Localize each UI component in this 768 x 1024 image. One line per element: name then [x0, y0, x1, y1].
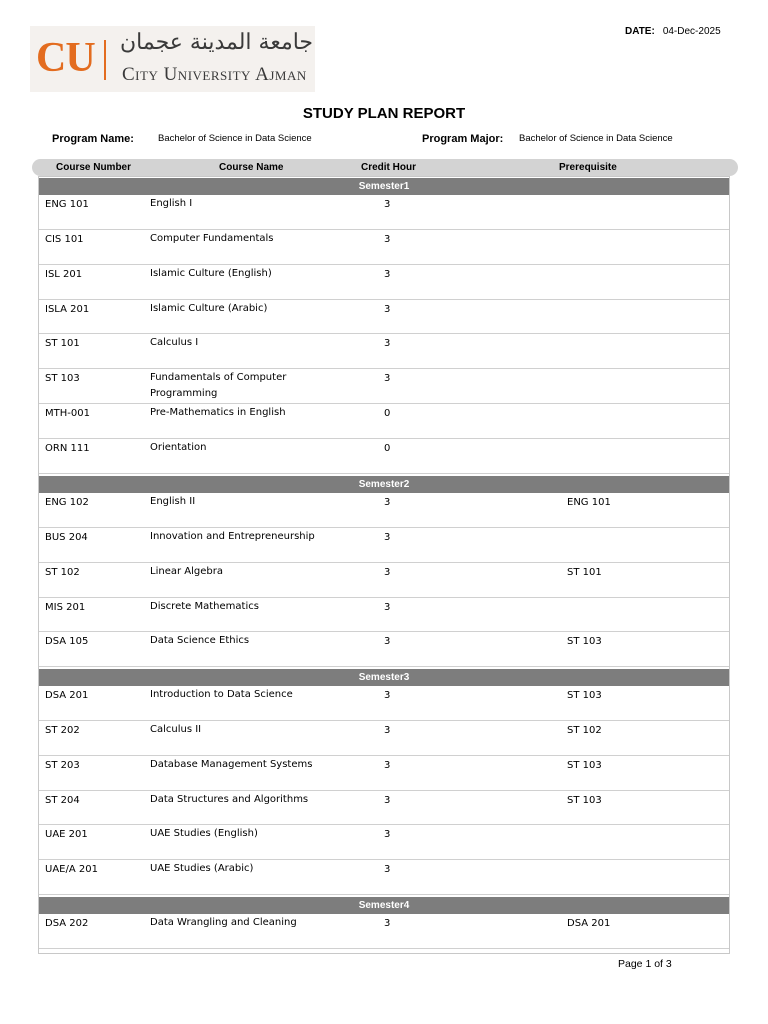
credit-hour: 3	[384, 690, 391, 701]
university-logo	[30, 26, 315, 92]
course-row	[39, 230, 729, 265]
course-name: Data Structures and Algorithms	[150, 794, 309, 805]
credit-hour: 3	[384, 567, 391, 578]
credit-hour: 3	[384, 636, 391, 647]
course-name: Data Science Ethics	[150, 635, 250, 646]
course-number: ISL 201	[45, 269, 83, 280]
course-number: UAE/A 201	[45, 864, 98, 875]
prerequisite: ST 103	[567, 690, 602, 701]
course-name: UAE Studies (Arabic)	[150, 863, 254, 874]
course-number: ST 202	[45, 725, 80, 736]
course-row	[39, 914, 729, 949]
course-row	[39, 791, 729, 825]
course-name: Database Management Systems	[150, 759, 313, 770]
column-header-course-name: Course Name	[219, 162, 284, 173]
column-header-course-number: Course Number	[56, 162, 132, 173]
course-row	[39, 721, 729, 756]
course-number: ST 102	[45, 567, 80, 578]
course-name: Innovation and Entrepreneurship	[150, 531, 315, 542]
course-row	[39, 369, 729, 404]
course-number: MTH-001	[45, 408, 90, 419]
course-row	[39, 860, 729, 895]
logo-english-name: City University Ajman	[122, 64, 307, 85]
date-value: 04-Dec-2025	[662, 26, 721, 37]
course-name: Computer Fundamentals	[150, 233, 274, 244]
course-row	[39, 334, 729, 369]
prerequisite: ST 101	[567, 567, 602, 578]
course-number: MIS 201	[45, 602, 86, 613]
semester-header: Semester3	[39, 669, 729, 686]
credit-hour: 3	[384, 269, 391, 280]
course-number: ST 103	[45, 373, 80, 384]
course-row	[39, 300, 729, 334]
prerequisite: DSA 201	[567, 918, 611, 929]
course-name: Discrete Mathematics	[150, 601, 259, 612]
course-name: Islamic Culture (English)	[150, 268, 272, 279]
credit-hour: 3	[384, 918, 391, 929]
course-name: Orientation	[150, 442, 207, 453]
course-number: ST 204	[45, 795, 80, 806]
prerequisite: ST 103	[567, 760, 602, 771]
logo-arabic-name: جامعة المدينة عجمان	[120, 30, 314, 55]
prerequisite: ENG 101	[567, 497, 611, 508]
credit-hour: 3	[384, 864, 391, 875]
course-row	[39, 528, 729, 563]
credit-hour: 3	[384, 760, 391, 771]
program-name-value: Bachelor of Science in Data Science	[158, 133, 312, 144]
course-name: Islamic Culture (Arabic)	[150, 303, 268, 314]
credit-hour: 3	[384, 532, 391, 543]
logo-monogram: CU	[36, 35, 95, 81]
credit-hour: 0	[384, 443, 391, 454]
course-row	[39, 563, 729, 598]
course-name: UAE Studies (English)	[150, 828, 258, 839]
course-name: Linear Algebra	[150, 566, 223, 577]
credit-hour: 3	[384, 497, 391, 508]
credit-hour: 3	[384, 795, 391, 806]
course-name: Data Wrangling and Cleaning	[150, 917, 297, 928]
course-name: English I	[150, 198, 193, 209]
prerequisite: ST 102	[567, 725, 602, 736]
course-number: BUS 204	[45, 532, 88, 543]
course-row	[39, 195, 729, 230]
course-number: ENG 102	[45, 497, 89, 508]
prerequisite: ST 103	[567, 795, 602, 806]
course-name: English II	[150, 496, 196, 507]
logo-divider	[104, 40, 106, 80]
prerequisite: ST 103	[567, 636, 602, 647]
course-row	[39, 493, 729, 528]
course-row	[39, 686, 729, 721]
semester-header: Semester2	[39, 476, 729, 493]
course-row	[39, 632, 729, 667]
course-number: ENG 101	[45, 199, 89, 210]
program-name-label: Program Name:	[52, 133, 134, 145]
report-date	[625, 26, 721, 37]
page-title: STUDY PLAN REPORT	[302, 105, 466, 122]
credit-hour: 3	[384, 829, 391, 840]
course-row	[39, 404, 729, 439]
course-name: Calculus II	[150, 724, 202, 735]
column-header-prerequisite: Prerequisite	[559, 162, 617, 173]
course-number: DSA 201	[45, 690, 89, 701]
course-number: ST 203	[45, 760, 80, 771]
credit-hour: 3	[384, 373, 391, 384]
course-row	[39, 825, 729, 860]
semester-header: Semester4	[39, 897, 729, 914]
course-name: Calculus I	[150, 337, 199, 348]
course-number: CIS 101	[45, 234, 84, 245]
course-number: DSA 105	[45, 636, 89, 647]
course-row	[39, 598, 729, 632]
course-row	[39, 439, 729, 474]
course-name: Fundamentals of Computer Programming	[150, 372, 287, 399]
credit-hour: 3	[384, 304, 391, 315]
course-row	[39, 265, 729, 300]
course-number: ST 101	[45, 338, 80, 349]
program-major-label: Program Major:	[422, 133, 504, 145]
credit-hour: 0	[384, 408, 391, 419]
course-number: ISLA 201	[45, 304, 90, 315]
credit-hour: 3	[384, 199, 391, 210]
credit-hour: 3	[384, 234, 391, 245]
credit-hour: 3	[384, 602, 391, 613]
course-name: Pre-Mathematics in English	[150, 407, 286, 418]
page-number: Page 1 of 3	[618, 958, 672, 970]
semester-header: Semester1	[39, 178, 729, 195]
course-number: DSA 202	[45, 918, 89, 929]
course-number: UAE 201	[45, 829, 88, 840]
column-header-credit-hour: Credit Hour	[361, 162, 416, 173]
course-number: ORN 111	[45, 443, 90, 454]
date-label: DATE:	[625, 26, 655, 37]
credit-hour: 3	[384, 338, 391, 349]
credit-hour: 3	[384, 725, 391, 736]
program-major-value: Bachelor of Science in Data Science	[519, 133, 673, 144]
course-row	[39, 756, 729, 791]
course-name: Introduction to Data Science	[150, 689, 293, 700]
